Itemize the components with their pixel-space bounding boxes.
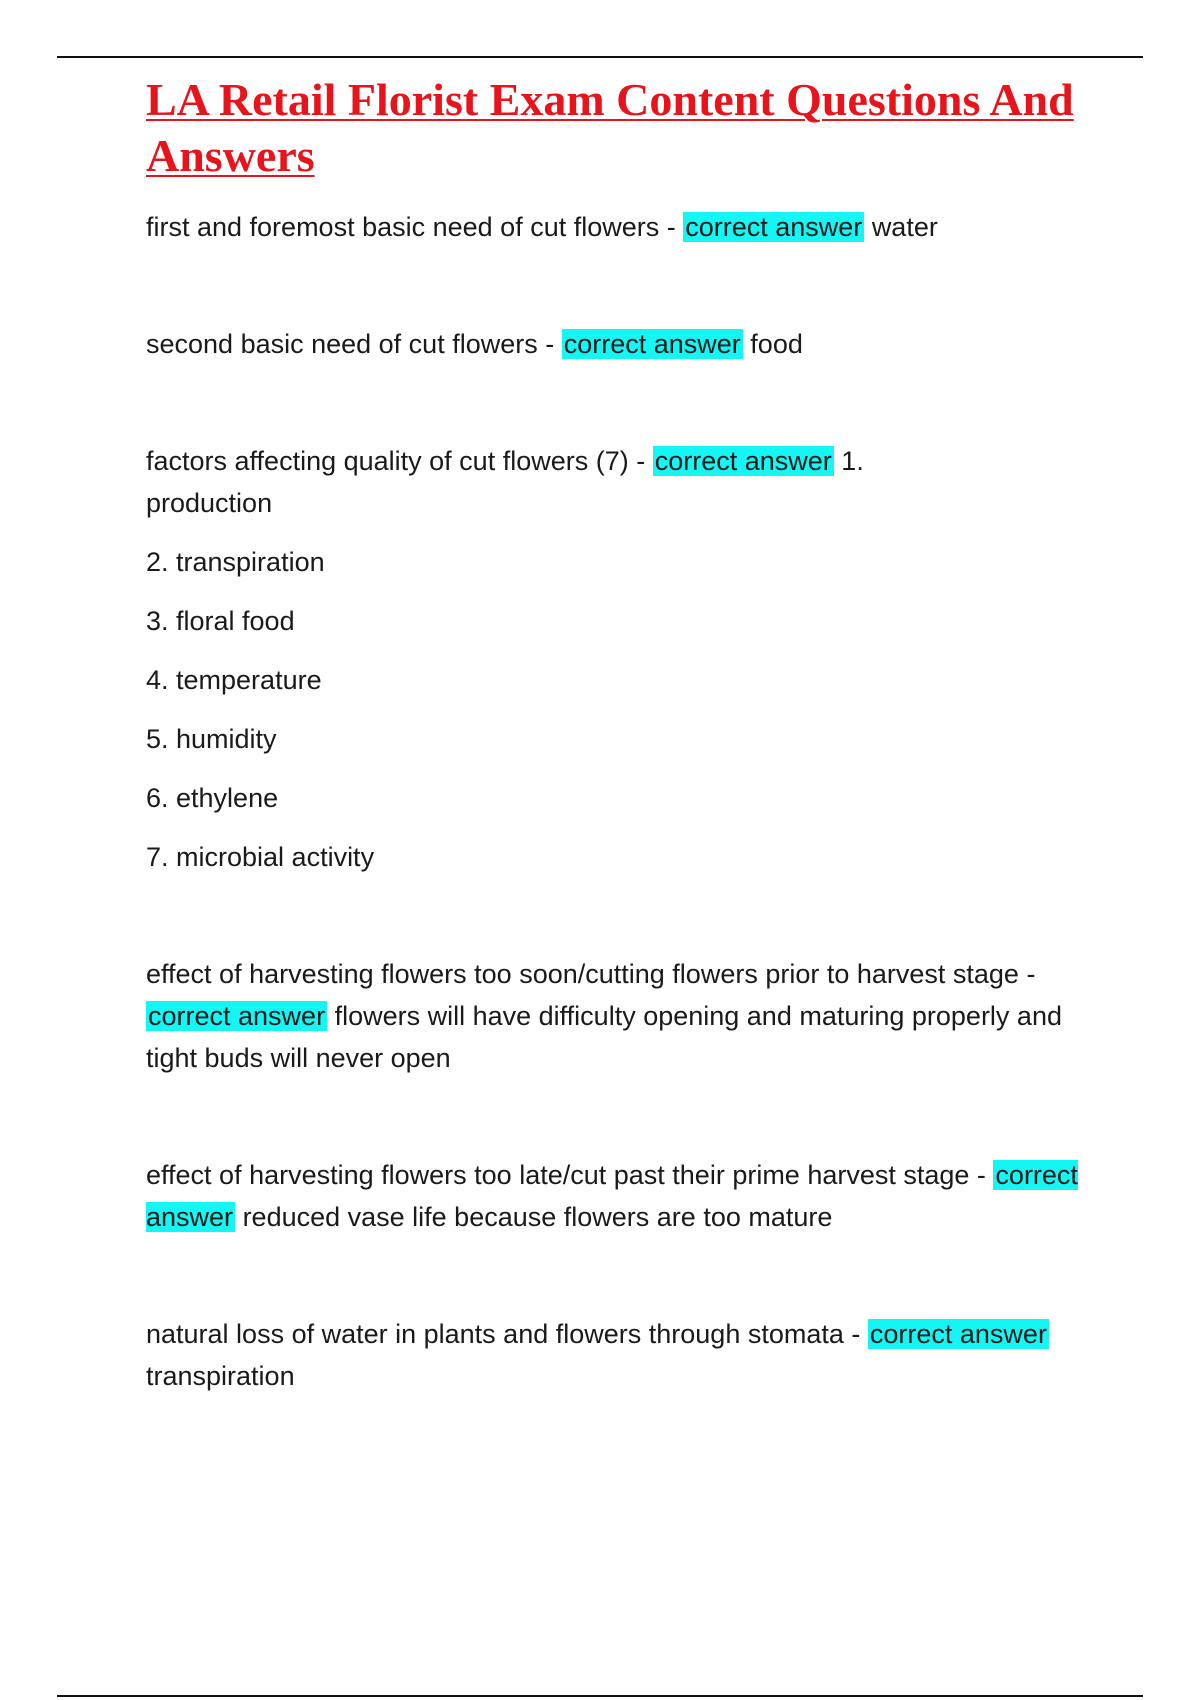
answer-text: flowers will have difficulty opening and maturing properly and tight buds will never open bbox=[146, 1001, 1062, 1073]
qa-item-1 bbox=[146, 206, 1096, 248]
answer-marker: correct answer bbox=[869, 1319, 1047, 1349]
qa-item-6 bbox=[146, 1313, 1096, 1397]
question-text: effect of harvesting flowers too soon/cutting flowers prior to harvest stage - bbox=[146, 959, 1036, 989]
answer-text: water bbox=[871, 212, 938, 242]
qa-item-2 bbox=[146, 323, 1096, 365]
bottom-rule bbox=[57, 1695, 1143, 1697]
qa-item-5 bbox=[146, 1154, 1096, 1238]
question-text: first and foremost basic need of cut flowers - bbox=[146, 212, 684, 242]
list-item: 6. ethylene bbox=[146, 783, 279, 813]
answer-marker: correct answer bbox=[563, 329, 741, 359]
list-item: 5. humidity bbox=[146, 724, 277, 754]
document-page bbox=[146, 72, 1096, 1472]
answer-marker: correct answer bbox=[146, 1160, 1078, 1232]
answer-text: 1. production bbox=[146, 446, 864, 518]
document-title: LA Retail Florist Exam Content Questions And Answers bbox=[146, 74, 1074, 181]
list-item: 2. transpiration bbox=[146, 547, 325, 577]
answer-text: food bbox=[750, 329, 803, 359]
list-item: 3. floral food bbox=[146, 606, 295, 636]
question-text: effect of harvesting flowers too late/cut past their prime harvest stage - bbox=[146, 1160, 994, 1190]
question-text: natural loss of water in plants and flowers through stomata - bbox=[146, 1319, 868, 1349]
answer-marker: correct answer bbox=[148, 1001, 326, 1031]
top-rule bbox=[57, 56, 1143, 58]
answer-text: transpiration bbox=[146, 1361, 295, 1391]
question-text: factors affecting quality of cut flowers (7) - bbox=[146, 446, 653, 476]
list-item: 7. microbial activity bbox=[146, 842, 375, 872]
answer-marker: correct answer bbox=[654, 446, 832, 476]
qa-item-3 bbox=[146, 440, 1096, 878]
answer-marker: correct answer bbox=[685, 212, 863, 242]
list-item: 4. temperature bbox=[146, 665, 322, 695]
answer-text: reduced vase life because flowers are too mature bbox=[242, 1202, 833, 1232]
qa-item-4 bbox=[146, 953, 1096, 1079]
question-text: second basic need of cut flowers - bbox=[146, 329, 562, 359]
